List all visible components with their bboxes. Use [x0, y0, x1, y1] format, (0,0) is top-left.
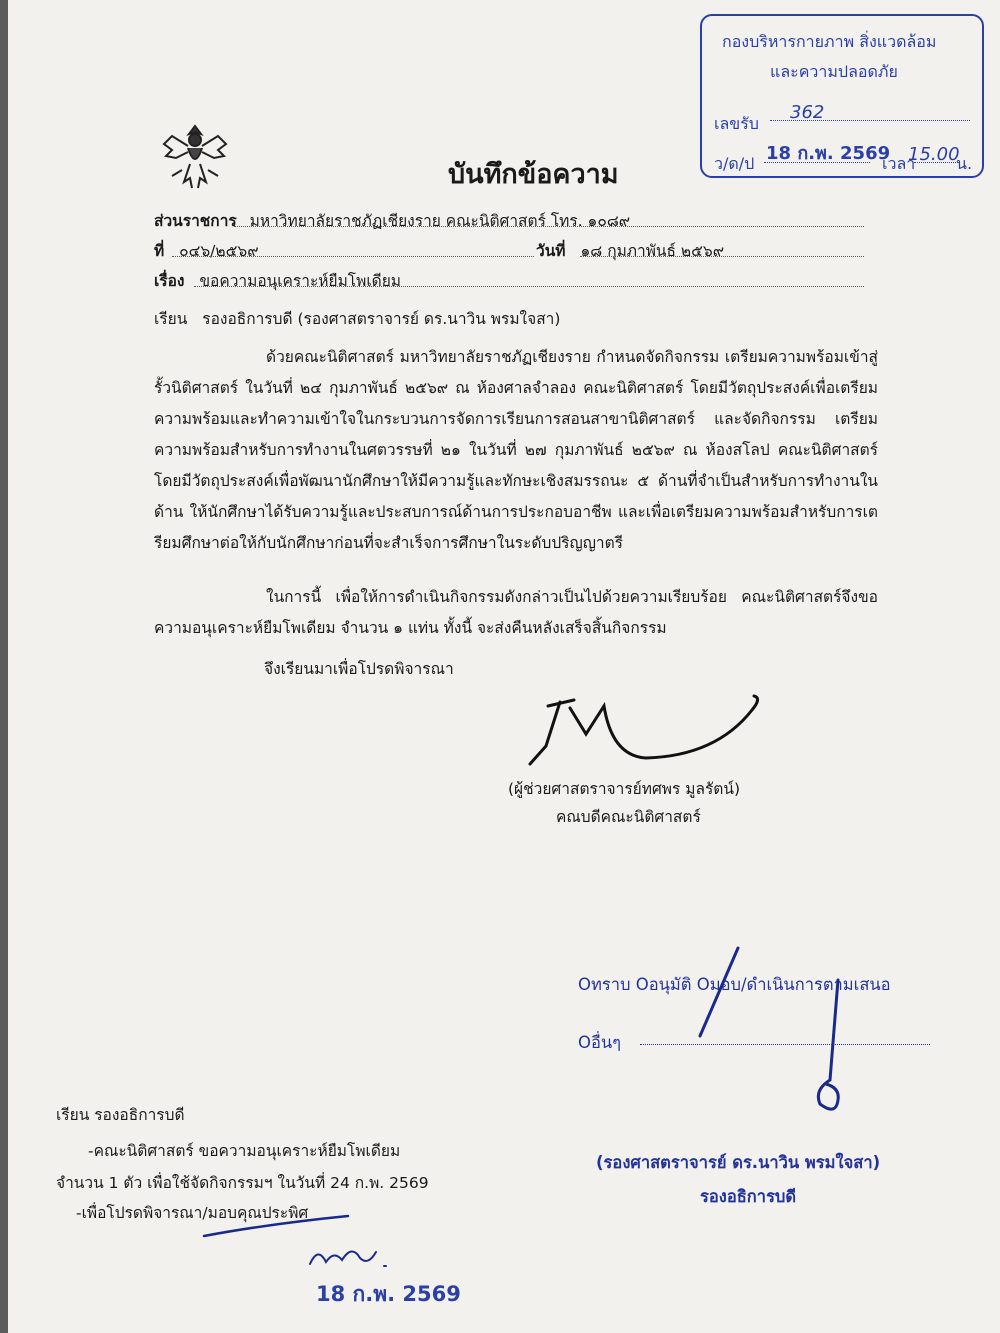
agency-value: มหาวิทยาลัยราชภัฏเชียงราย คณะนิติศาสตร์ โทร. ๑๐๘๙	[249, 212, 631, 230]
agency-dotline	[234, 226, 864, 227]
receipt-stamp	[700, 14, 984, 178]
stamp-date-value: 18 ก.พ. 2569	[766, 143, 891, 164]
stamp-office-line1: กองบริหารกายภาพ สิ่งแวดล้อม	[722, 32, 937, 51]
subject-label: เรื่อง	[154, 272, 185, 290]
approval-signature	[680, 940, 880, 1120]
stamp-receipt-number: 362	[790, 102, 825, 123]
garuda-emblem-icon	[158, 120, 232, 194]
note-date-stamp: 18 ก.พ. 2569	[316, 1282, 461, 1306]
addressee-value: รองอธิการบดี (รองศาสตราจารย์ ดร.นาวิน พรมใจสา)	[202, 310, 561, 328]
addressee-label: เรียน	[154, 310, 188, 328]
document-page	[8, 0, 1000, 1333]
ref-row	[154, 238, 259, 263]
approver-title: รองอธิการบดี	[700, 1187, 797, 1206]
note-line-2: -คณะนิติศาสตร์ ขอความอนุเคราะห์ยืมโพเดียม	[88, 1142, 401, 1160]
approver-name: (รองศาสตราจารย์ ดร.นาวิน พรมใจสา)	[596, 1153, 881, 1172]
ref-value: ๐๔๖/๒๕๖๙	[179, 242, 259, 260]
date-value: ๑๘ กุมภาพันธ์ ๒๕๖๙	[580, 242, 725, 260]
note-line-1: เรียน รองอธิการบดี	[56, 1106, 185, 1124]
approval-other-label: Oอื่นๆ	[578, 1033, 622, 1052]
stamp-receipt-label: เลขรับ	[714, 114, 759, 133]
signer-name: (ผู้ช่วยศาสตราจารย์ทศพร มูลรัตน์)	[508, 780, 741, 798]
subject-value: ขอความอนุเคราะห์ยืมโพเดียม	[199, 272, 401, 290]
date-row	[536, 238, 724, 263]
stamp-office-line2: และความปลอดภัย	[770, 62, 898, 81]
agency-row	[154, 208, 630, 233]
date-dotline	[580, 256, 864, 257]
body-paragraph-2	[154, 582, 878, 644]
paragraph-2-text: ในการนี้ เพื่อให้การดำเนินกิจกรรมดังกล่าวเป็นไปด้วยความเรียบร้อย คณะนิติศาสตร์จึงขอความอนุเคราะห์ยืมโพเดียม จำนวน ๑ แท่น ทั้งนี้ จะส่งคืนหลังเสร็จสิ้นกิจกรรม	[154, 588, 878, 637]
approval-options: Oทราบ Oอนุมัติ Oมอบ/ดำเนินการตามเสนอ	[578, 975, 891, 994]
stamp-date-label: ว/ด/ป	[714, 154, 755, 173]
closing-line: จึงเรียนมาเพื่อโปรดพิจารณา	[264, 660, 454, 678]
ref-dotline	[172, 256, 534, 257]
stamp-time-unit: น.	[956, 154, 973, 173]
memo-title: บันทึกข้อความ	[448, 159, 619, 190]
dean-signature	[516, 686, 776, 776]
addressee-row	[154, 306, 560, 331]
note-initials	[304, 1240, 394, 1274]
ref-label: ที่	[154, 242, 165, 260]
note-line-3: จำนวน 1 ตัว เพื่อใช้จัดกิจกรรมฯ ในวันที่ 24 ก.พ. 2569	[56, 1174, 429, 1192]
date-label: วันที่	[536, 242, 566, 260]
body-paragraph-1	[154, 342, 878, 559]
stamp-time-label: เวลา	[882, 154, 916, 173]
subject-row	[154, 268, 401, 293]
agency-label: ส่วนราชการ	[154, 212, 237, 230]
paragraph-1-text: ด้วยคณะนิติศาสตร์ มหาวิทยาลัยราชภัฏเชียงราย กำหนดจัดกิจกรรม เตรียมความพร้อมเข้าสู่รั้วนิติศาสตร์ ในวันที่ ๒๔ กุมภาพันธ์ ๒๕๖๙ ณ ห้องศาลจำลอง คณะนิติศาสตร์ โดยมีวัตถุประสงค์เพื่อเตรียมความพร้อมและทำความเข้าใจในกระบวนการจัดการเรียนการสอนสาขานิติศาสตร์ และจัดกิจกรรม เตรียมความพร้อมสำหรับการทำงานในศตวรรษที่ ๒๑ ในวันที่ ๒๗ กุมภาพันธ์ ๒๕๖๙ ณ ห้องสโลป คณะนิติศาสตร์ โดยมีวัตถุประสงค์เพื่อพัฒนานักศึกษาให้มีความรู้และทักษะเชิงสมรรถนะ ๕ ด้านที่จำเป็นสำหรับการทำงานในด้าน ให้นักศึกษาได้รับความรู้และประสบการณ์ด้านการประกอบอาชีพ และเพื่อเตรียมความพร้อมสำหรับการเตรียมศึกษาต่อให้กับนักศึกษาก่อนที่จะสำเร็จการศึกษาในระดับปริญญาตรี	[154, 348, 878, 552]
signer-title: คณบดีคณะนิติศาสตร์	[556, 808, 701, 826]
note-line-4: -เพื่อโปรดพิจารณา/มอบคุณประพิศ	[76, 1204, 309, 1222]
stamp-time-value: 15.00	[908, 144, 960, 165]
subject-dotline	[194, 286, 864, 287]
